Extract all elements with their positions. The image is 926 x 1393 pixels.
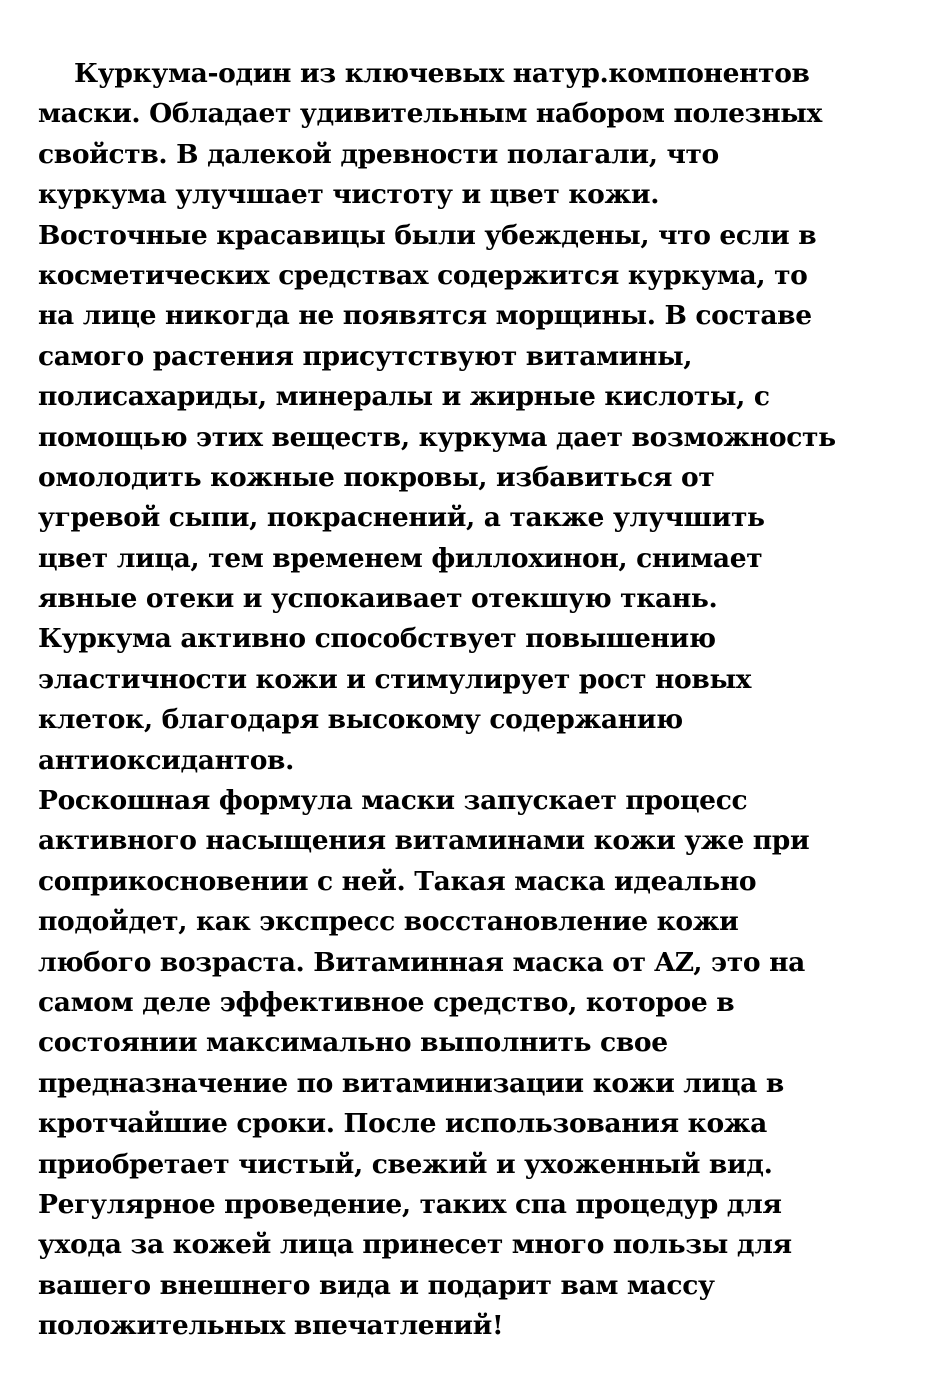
text-line: помощью этих веществ, куркума дает возможность xyxy=(38,421,836,453)
text-line: Роскошная формула маски запускает процесс xyxy=(38,785,748,817)
text-line: предназначение по витаминизации кожи лица в xyxy=(38,1067,784,1099)
text-line: Куркума активно способствует повышению xyxy=(38,623,716,655)
text-line: полисахариды, минералы и жирные кислоты, с xyxy=(38,381,770,413)
text-line: клеток, благодаря высокому содержанию xyxy=(38,704,683,736)
text-line: состоянии максимально выполнить свое xyxy=(38,1027,668,1059)
text-line: самого растения присутствуют витамины, xyxy=(38,340,693,372)
text-line: положительных впечатлений! xyxy=(38,1310,504,1342)
text-line: маски. Обладает удивительным набором полезных xyxy=(38,98,822,130)
text-line: ухода за кожей лица принесет много пользы для xyxy=(38,1229,792,1261)
text-line: косметических средствах содержится куркума, то xyxy=(38,259,808,291)
text-line: цвет лица, тем временем филлохинон, снимает xyxy=(38,542,763,574)
text-line: соприкосновении с ней. Такая маска идеально xyxy=(38,865,757,897)
text-line: подойдет, как экспресс восстановление кожи xyxy=(38,906,739,938)
text-line: антиоксидантов. xyxy=(38,744,294,776)
text-line: вашего внешнего вида и подарит вам массу xyxy=(38,1269,715,1301)
text-line: Регулярное проведение, таких спа процедур для xyxy=(38,1188,782,1220)
text-line: Куркума-один из ключевых натур.компонентов xyxy=(74,58,810,89)
text-line: угревой сыпи, покраснений, а также улучшить xyxy=(38,502,765,534)
text-line: явные отеки и успокаивает отекшую ткань. xyxy=(38,583,718,615)
text-line: приобретает чистый, свежий и ухоженный вид. xyxy=(38,1148,773,1180)
body-text xyxy=(38,54,898,1347)
text-line: Восточные красавицы были убеждены, что если в xyxy=(38,219,817,251)
text-line: куркума улучшает чистоту и цвет кожи. xyxy=(38,179,660,211)
text-line: на лице никогда не появятся морщины. В составе xyxy=(38,300,812,332)
text-line: самом деле эффективное средство, которое в xyxy=(38,986,735,1018)
text-line: свойств. В далекой древности полагали, что xyxy=(38,138,719,170)
text-line: омолодить кожные покровы, избавиться от xyxy=(38,461,715,493)
text-line: кротчайшие сроки. После использования кожа xyxy=(38,1108,767,1140)
text-line: активного насыщения витаминами кожи уже при xyxy=(38,825,810,857)
text-line: эластичности кожи и стимулирует рост новых xyxy=(38,663,752,695)
text-line: любого возраста. Витаминная маска от AZ, это на xyxy=(38,946,805,978)
